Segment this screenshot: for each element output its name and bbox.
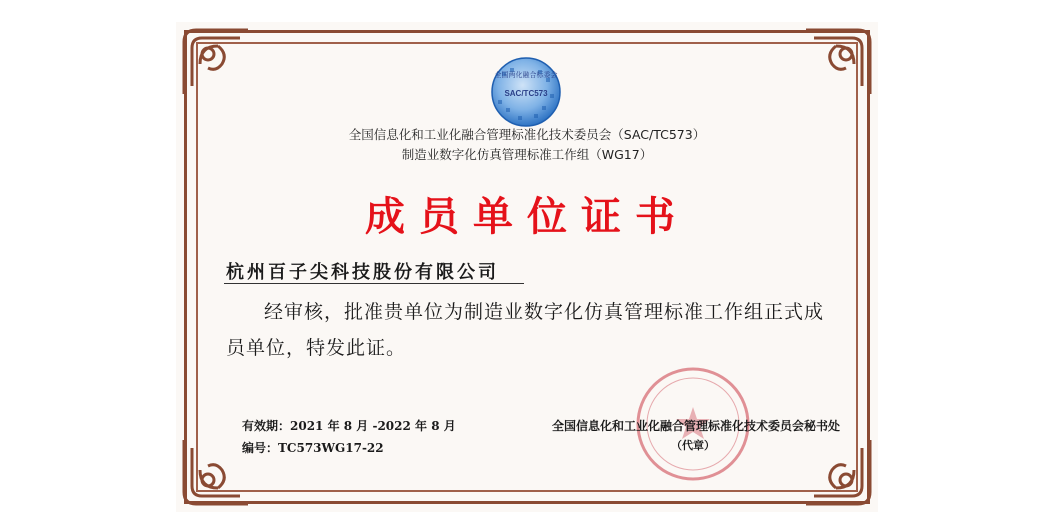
company-underline [224, 283, 524, 284]
certificate-body: 经审核，批准贵单位为制造业数字化仿真管理标准工作组正式成员单位，特发此证。 [226, 301, 825, 359]
certificate-title: 成员单位证书 [365, 194, 689, 240]
corner-ornament-bottom-right [798, 432, 876, 510]
issuing-authority: 全国信息化和工业化融合管理标准化技术委员会秘书处 [552, 419, 841, 433]
validity-period: 有效期：2021 年 8 月 -2022 年 8 月 [242, 419, 456, 433]
seal-note: （代章） [671, 439, 715, 452]
logo-label: 全国两化融合标委会 [494, 71, 558, 79]
corner-ornament-top-right [798, 24, 876, 102]
committee-header [176, 125, 878, 165]
logo-code: SAC/TC573 [504, 89, 548, 98]
certificate [176, 22, 878, 512]
working-group-name: 制造业数字化仿真管理标准工作组（WG17） [401, 147, 653, 162]
committee-name: 全国信息化和工业化融合管理标准化技术委员会（SAC/TC573） [348, 127, 706, 142]
corner-ornament-top-left [178, 24, 256, 102]
serial-number: 编号：TC573WG17-22 [242, 441, 384, 455]
company-name: 杭州百子尖科技股份有限公司 [226, 262, 499, 283]
